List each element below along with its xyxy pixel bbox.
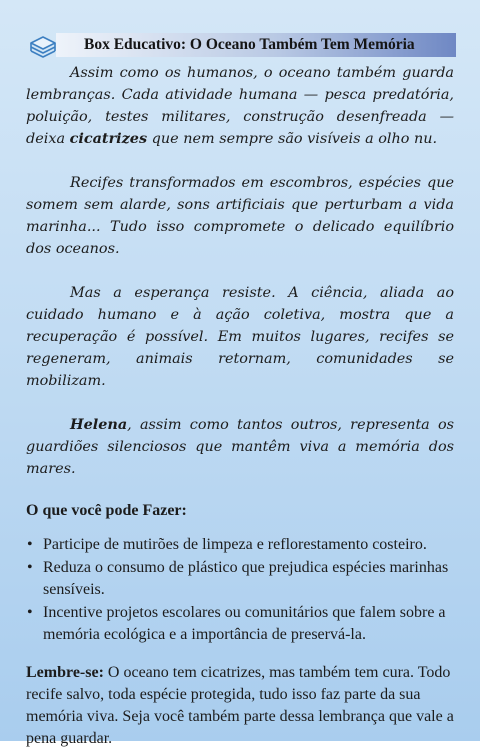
reminder-lead: Lembre-se: [26, 664, 104, 681]
paragraph-2 [26, 172, 454, 260]
action-item: • Incentive projetos escolares ou comunitários que falem sobre a memória ecológica e a importância de preservá-la. [26, 602, 454, 646]
paragraph-1 [26, 62, 454, 150]
paragraph-1-emphasis: cicatrizes [69, 130, 148, 147]
action-item: • Reduza o consumo de plástico que prejudica espécies marinhas sensíveis. [26, 557, 454, 601]
box-content [26, 62, 454, 750]
box-header [28, 33, 456, 59]
paragraph-3 [26, 282, 454, 392]
section-title: O que você pode Fazer: [26, 502, 187, 519]
books-stack-icon [28, 33, 58, 61]
reminder [26, 662, 454, 750]
reminder-text: O oceano tem cicatrizes, mas também tem cura. Todo recife salvo, toda espécie protegida, tudo isso faz parte da sua memória viva. Seja você também parte dessa lembrança que vale a pena guardar. [26, 664, 454, 747]
paragraph-3-text: Mas a esperança resiste. A ciência, aliada ao cuidado humano e à ação coletiva, mostra que a recuperação é possível. Em muitos lugares, recifes se regeneram, animais retornam, comunidades se mobilizam. [26, 285, 454, 389]
paragraph-4-emphasis: Helena [70, 416, 128, 433]
paragraph-4 [26, 414, 454, 480]
box-title: Box Educativo: O Oceano Também Tem Memória [84, 36, 415, 53]
paragraph-4-text: , assim como tantos outros, representa os guardiões silenciosos que mantêm viva a memória dos mares. [26, 417, 454, 477]
paragraph-1-text: Assim como os humanos, o oceano também guarda lembranças. Cada atividade humana — pesca predatória, poluição, testes militares, construção desenfreada — deixa [26, 65, 454, 147]
paragraph-1-text-end: que nem sempre são visíveis a olho nu. [147, 131, 438, 147]
paragraph-2-text: Recifes transformados em escombros, espécies que somem sem alarde, sons artificiais que perturbam a vida marinha... Tudo isso compromete o delicado equilíbrio dos oceanos. [26, 175, 454, 257]
action-item: • Participe de mutirões de limpeza e reflorestamento costeiro. [26, 534, 454, 556]
action-list [26, 534, 454, 646]
